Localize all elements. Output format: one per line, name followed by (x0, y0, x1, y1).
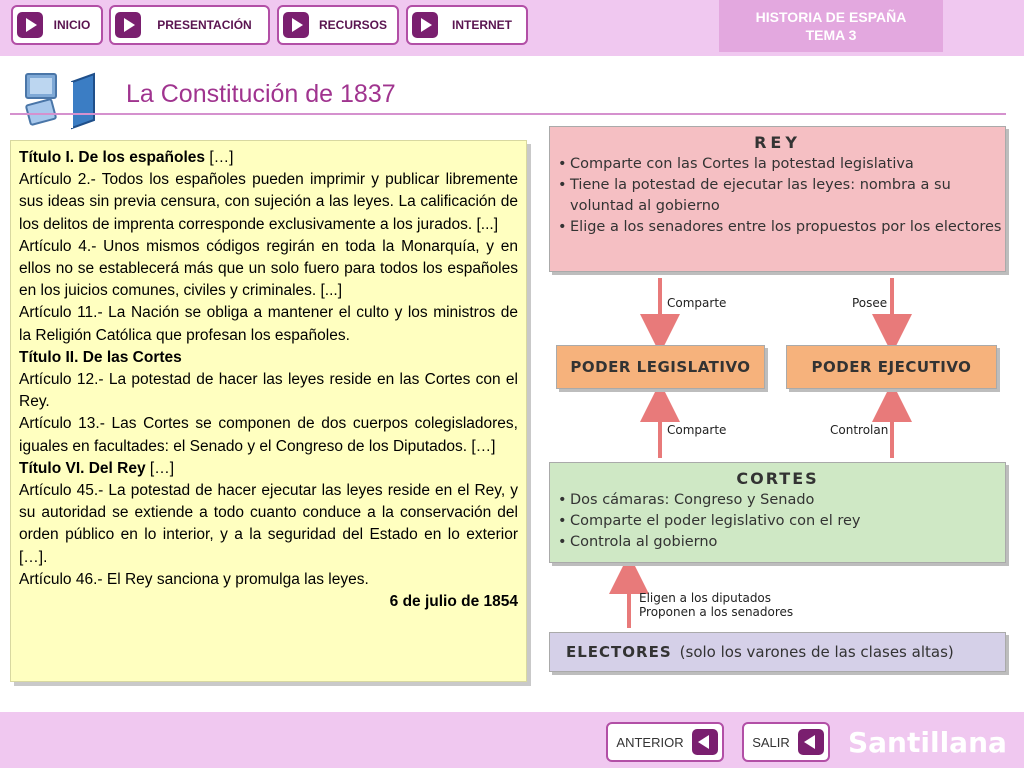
title-6-line (19, 458, 518, 480)
electores-box (549, 632, 1006, 672)
title-2-line (19, 347, 518, 369)
course-line1: HISTORIA DE ESPAÑA (755, 9, 907, 25)
arrow-label-posee: Posee (852, 296, 888, 310)
nav-button-internet[interactable] (406, 5, 528, 45)
back-arrow-icon (798, 729, 824, 755)
document-date: 6 de julio de 1854 (389, 593, 518, 611)
nav-button-recursos[interactable] (277, 5, 399, 45)
page-title: La Constitución de 1837 (126, 80, 396, 108)
rey-box (549, 126, 1006, 272)
arrow-label-comparte-top: Comparte (667, 296, 727, 310)
title-divider (10, 113, 1006, 115)
nav-label: RECURSOS (318, 18, 387, 32)
article-2: Artículo 2.- Todos los españoles pueden imprimir y publicar libremente sus ideas sin previa censura, con sujeción a las leyes. La calificación de los delitos de imprenta corresponde exclusivamente a los jurados. [...] (19, 171, 518, 233)
arrow-label-comparte-bottom: Comparte (667, 423, 727, 437)
rey-item: • Tiene la potestad de ejecutar las leyes: nombra a su voluntad al gobierno (558, 175, 1005, 217)
back-arrow-icon (692, 729, 718, 755)
salir-label: SALIR (752, 734, 790, 750)
nav-label: INTERNET (452, 18, 512, 32)
play-icon (412, 12, 438, 38)
cortes-item: • Dos cámaras: Congreso y Senado (558, 490, 1005, 511)
arrow-label-controlan: Controlan (830, 423, 889, 437)
cortes-item: • Controla al gobierno (558, 532, 1005, 553)
poder-legislativo-box: PODER LEGISLATIVO (556, 345, 765, 389)
article-12: Artículo 12.- La potestad de hacer las leyes reside en las Cortes con el Rey. (19, 371, 518, 411)
play-icon (115, 12, 141, 38)
article-46: Artículo 46.- El Rey sanciona y promulga las leyes. (19, 570, 369, 588)
title-6-ellipsis: […] (145, 459, 175, 477)
poder-ejecutivo-box: PODER EJECUTIVO (786, 345, 997, 389)
nav-button-presentacion[interactable] (109, 5, 270, 45)
article-4: Artículo 4.- Unos mismos códigos regirán en toda la Monarquía, y en ellos no se establecerá más que un solo fuero para todos los españoles en los juicios comunes, civiles y criminales. [...] (19, 237, 518, 300)
article-45: Artículo 45.- La potestad de hacer ejecutar las leyes reside en el Rey, y su autoridad se extiende a todo cuanto conduce a la conservación del orden público en lo interior, y a la seguridad del Estado en lo exterior […]. (19, 482, 518, 566)
play-icon (17, 12, 43, 38)
title-1-line (19, 147, 518, 169)
constitution-text-panel (10, 140, 527, 682)
article-13: Artículo 13.- Las Cortes se componen de dos cuerpos colegisladores, iguales en facultades: el Senado y el Congreso de los Diputados. […] (19, 415, 518, 455)
computer-book-icon (20, 70, 108, 132)
rey-item: • Comparte con las Cortes la potestad legislativa (558, 154, 1005, 175)
rey-title: REY (754, 133, 801, 152)
brand-logo: Santillana (848, 726, 1007, 759)
course-line2: TEMA 3 (805, 27, 857, 43)
play-icon (283, 12, 309, 38)
title-1-heading: Título I. De los españoles (19, 149, 206, 166)
title-1-ellipsis: […] (205, 149, 234, 166)
cortes-box (549, 462, 1006, 563)
cortes-list (550, 490, 1005, 553)
salir-button[interactable] (742, 722, 830, 762)
article-11: Artículo 11.- La Nación se obliga a mantener el culto y los ministros de la Religión Católica que profesan los españoles. (19, 304, 518, 344)
arrow-label-electores (639, 591, 793, 619)
title-2-heading: Título II. De las Cortes (19, 348, 182, 366)
nav-label: INICIO (53, 18, 91, 32)
nav-button-inicio[interactable] (11, 5, 103, 45)
title-6-heading: Título VI. Del Rey (19, 459, 146, 477)
rey-list (550, 154, 1005, 238)
arrow-label-electores-line1: Eligen a los diputados (639, 591, 772, 605)
course-label (719, 0, 943, 52)
cortes-title: CORTES (736, 469, 819, 488)
cortes-item: • Comparte el poder legislativo con el rey (558, 511, 1005, 532)
rey-item: • Elige a los senadores entre los propuestos por los electores (558, 217, 1005, 238)
anterior-label: ANTERIOR (616, 734, 684, 750)
nav-label: PRESENTACIÓN (157, 18, 252, 32)
electores-note: (solo los varones de las clases altas) (679, 643, 954, 661)
electores-title: ELECTORES (566, 643, 672, 661)
arrow-label-electores-line2: Proponen a los senadores (639, 605, 794, 619)
anterior-button[interactable] (606, 722, 724, 762)
